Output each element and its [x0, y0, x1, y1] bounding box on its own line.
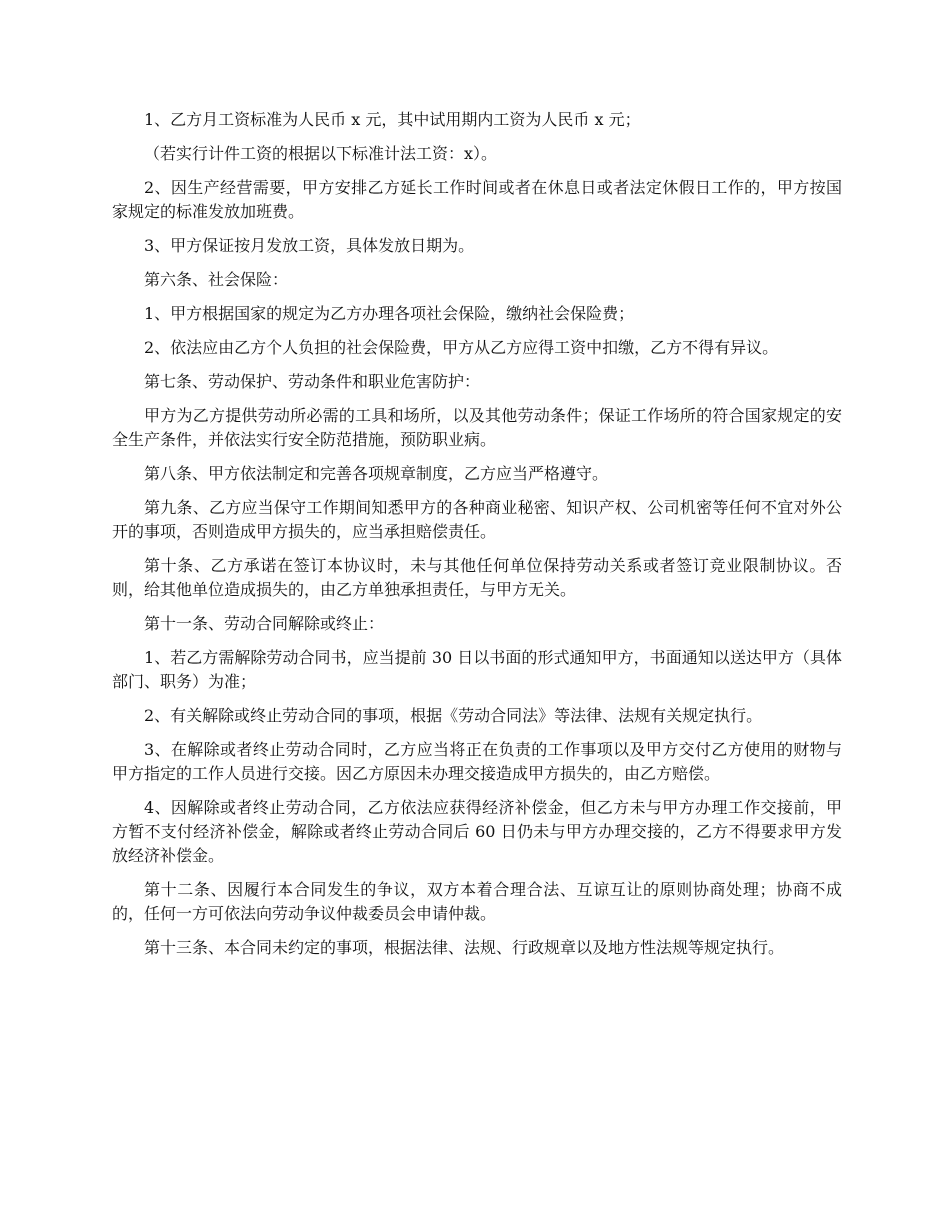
salary-standard-paragraph: 1、乙方月工资标准为人民币 x 元，其中试用期内工资为人民币 x 元；	[144, 110, 641, 129]
article-13-paragraph: 第十三条、本合同未约定的事项，根据法律、法规、行政规章以及地方性法规等规定执行。	[144, 938, 785, 957]
article-7-heading: 第七条、劳动保护、劳动条件和职业危害防护：	[144, 372, 481, 391]
article-6-heading: 第六条、社会保险：	[144, 270, 289, 289]
social-insurance-paragraph-2: 2、依法应由乙方个人负担的社会保险费，甲方从乙方应得工资中扣缴，乙方不得有异议。	[144, 338, 779, 357]
article-11-heading: 第十一条、劳动合同解除或终止：	[144, 614, 385, 633]
article-10-paragraph: 第十条、乙方承诺在签订本协议时，未与其他任何单位保持劳动关系或者签订竞业限制协议。否则，给其他单位造成损失的，由乙方单独承担责任，与甲方无关。	[112, 556, 842, 599]
document-page	[112, 108, 842, 970]
social-insurance-paragraph-1: 1、甲方根据国家的规定为乙方办理各项社会保险，缴纳社会保险费；	[144, 304, 635, 323]
overtime-paragraph: 2、因生产经营需要，甲方安排乙方延长工作时间或者在休息日或者法定休假日工作的，甲方按国家规定的标准发放加班费。	[112, 178, 842, 221]
article-12-paragraph: 第十二条、因履行本合同发生的争议，双方本着合理合法、互谅互让的原则协商处理；协商不成的，任何一方可依法向劳动争议仲裁委员会申请仲裁。	[112, 880, 842, 923]
piece-rate-paragraph: （若实行计件工资的根据以下标准计法工资：x）。	[144, 144, 498, 163]
labor-protection-paragraph: 甲方为乙方提供劳动所必需的工具和场所，以及其他劳动条件；保证工作场所的符合国家规定的安全生产条件，并依法实行安全防范措施，预防职业病。	[112, 406, 842, 449]
termination-paragraph-3: 3、在解除或者终止劳动合同时，乙方应当将正在负责的工作事项以及甲方交付乙方使用的财物与甲方指定的工作人员进行交接。因乙方原因未办理交接造成甲方损失的，由乙方赔偿。	[112, 740, 842, 783]
termination-paragraph-2: 2、有关解除或终止劳动合同的事项，根据《劳动合同法》等法律、法规有关规定执行。	[144, 706, 763, 725]
article-8-paragraph: 第八条、甲方依法制定和完善各项规章制度，乙方应当严格遵守。	[144, 464, 609, 483]
termination-paragraph-1: 1、若乙方需解除劳动合同书，应当提前 30 日以书面的形式通知甲方，书面通知以送达甲方（具体部门、职务）为准；	[112, 648, 842, 691]
termination-paragraph-4: 4、因解除或者终止劳动合同，乙方依法应获得经济补偿金，但乙方未与甲方办理工作交接前，甲方暂不支付经济补偿金，解除或者终止劳动合同后 60 日仍未与甲方办理交接的，乙方不得要求甲方发放经济补偿金。	[112, 798, 842, 865]
pay-date-paragraph: 3、甲方保证按月发放工资，具体发放日期为。	[144, 236, 475, 255]
article-9-paragraph: 第九条、乙方应当保守工作期间知悉甲方的各种商业秘密、知识产权、公司机密等任何不宜对外公开的事项，否则造成甲方损失的，应当承担赔偿责任。	[112, 498, 842, 541]
